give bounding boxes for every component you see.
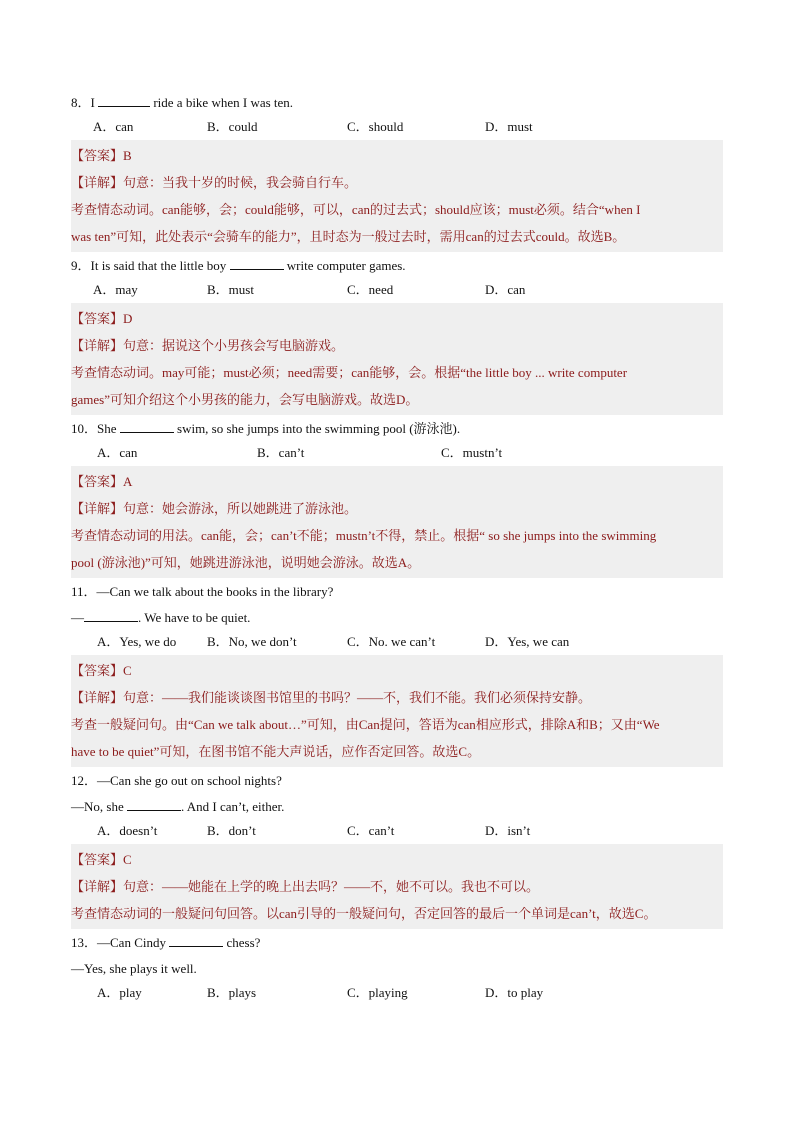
option-b: B．No, we don’t: [207, 634, 297, 649]
detail-line: 【详解】句意：当我十岁的时候，我会骑自行车。: [71, 175, 358, 190]
explanation-line: 考查情态动词。may可能；must必须；need需要；can能够，会。根据“the little boy ... write computer: [71, 365, 628, 380]
option-d: D．to play: [485, 985, 544, 1000]
question-13: [71, 933, 723, 1003]
option-b: B．can’t: [257, 445, 305, 460]
question-stem: 11．—Can we talk about the books in the library?: [71, 584, 334, 599]
explanation-line: have to be quiet”可知，在图书馆不能大声说话，应作否定回答。故选C。: [71, 744, 481, 759]
option-d: D．can: [485, 282, 526, 297]
options-row: [93, 276, 723, 300]
options-row: [93, 113, 723, 137]
answer-blank: [120, 420, 174, 433]
explanation-line: pool (游泳池)”可知，她跳进游泳池，说明她会游泳。故选A。: [71, 555, 421, 570]
explanation-line: games”可知介绍这个小男孩的能力，会写电脑游戏。故选D。: [71, 392, 419, 407]
stem-text: ride a bike when I was ten.: [150, 95, 294, 110]
stem-text: —: [71, 610, 84, 625]
stem-text: swim, so she jumps into the swimming pool (游泳池).: [173, 421, 461, 436]
stem-text: write computer games.: [283, 258, 406, 273]
question-stem: [71, 933, 723, 953]
option-b: B．don’t: [207, 823, 256, 838]
stem-text: 8．I: [71, 95, 99, 110]
question-stem: [71, 608, 723, 628]
answer-blank: [127, 798, 181, 811]
answer-explanation-box: [71, 655, 723, 767]
stem-text: . We have to be quiet.: [138, 610, 251, 625]
option-b: B．must: [207, 282, 254, 297]
stem-text: chess?: [223, 935, 261, 950]
option-a: A．Yes, we do: [97, 634, 177, 649]
answer-explanation-box: [71, 140, 723, 252]
answer-line: 【答案】B: [71, 148, 132, 163]
option-c: C．need: [347, 282, 394, 297]
option-a: A．can: [93, 119, 134, 134]
option-c: C．No. we can’t: [347, 634, 436, 649]
answer-blank: [230, 257, 284, 270]
detail-line: 【详解】句意：——她能在上学的晚上出去吗？——不，她不可以。我也不可以。: [71, 879, 540, 894]
question-stem: [71, 93, 723, 113]
question-11: [71, 582, 723, 767]
explanation-line: 考查情态动词的用法。can能，会；can’t不能；mustn’t不得，禁止。根据“ so she jumps into the swimming: [71, 528, 657, 543]
stem-text: 10．She: [71, 421, 120, 436]
option-c: C．can’t: [347, 823, 395, 838]
option-c: C．mustn’t: [441, 445, 503, 460]
question-10: [71, 419, 723, 578]
detail-line: 【详解】句意：——我们能谈谈图书馆里的书吗？——不，我们不能。我们必须保持安静。: [71, 690, 592, 705]
stem-text: 9．It is said that the little boy: [71, 258, 230, 273]
options-row: [93, 817, 723, 841]
answer-blank: [98, 94, 150, 107]
option-b: B．plays: [207, 985, 257, 1000]
explanation-line: 考查情态动词的一般疑问句回答。以can引导的一般疑问句，否定回答的最后一个单词是can’t，故选C。: [71, 906, 657, 921]
answer-line: 【答案】C: [71, 663, 132, 678]
option-b: B．could: [207, 119, 258, 134]
question-stem: 12．—Can she go out on school nights?: [71, 773, 282, 788]
option-d: D．Yes, we can: [485, 634, 570, 649]
stem-text: 13．—Can Cindy: [71, 935, 170, 950]
answer-line: 【答案】C: [71, 852, 132, 867]
options-row: [93, 439, 723, 463]
question-8: [71, 93, 723, 252]
question-9: [71, 256, 723, 415]
options-row: [93, 979, 723, 1003]
option-d: D．must: [485, 119, 533, 134]
explanation-line: 考查情态动词。can能够，会；could能够，可以，can的过去式；should应该；must必须。结合“when I: [71, 202, 641, 217]
detail-line: 【详解】句意：她会游泳，所以她跳进了游泳池。: [71, 501, 358, 516]
stem-text: —No, she: [71, 799, 127, 814]
answer-explanation-box: [71, 844, 723, 929]
option-a: A．play: [97, 985, 142, 1000]
option-c: C．should: [347, 119, 404, 134]
explanation-line: was ten”可知，此处表示“会骑车的能力”，且时态为一般过去时，需用can的过去式could。故选B。: [71, 229, 626, 244]
answer-blank: [169, 934, 223, 947]
detail-line: 【详解】句意：据说这个小男孩会写电脑游戏。: [71, 338, 345, 353]
question-stem: [71, 797, 723, 817]
answer-explanation-box: [71, 466, 723, 578]
question-stem: [71, 419, 723, 439]
answer-explanation-box: [71, 303, 723, 415]
option-a: A．may: [93, 282, 138, 297]
answer-blank: [84, 609, 138, 622]
explanation-line: 考查一般疑问句。由“Can we talk about…”可知，由Can提问，答语为can相应形式，排除A和B；又由“We: [71, 717, 660, 732]
option-d: D．isn’t: [485, 823, 531, 838]
option-a: A．doesn’t: [97, 823, 158, 838]
answer-line: 【答案】D: [71, 311, 133, 326]
options-row: [93, 628, 723, 652]
stem-text: . And I can’t, either.: [180, 799, 285, 814]
question-stem: [71, 256, 723, 276]
question-stem: —Yes, she plays it well.: [71, 961, 197, 976]
answer-line: 【答案】A: [71, 474, 133, 489]
option-c: C．playing: [347, 985, 408, 1000]
question-12: [71, 771, 723, 929]
option-a: A．can: [97, 445, 138, 460]
question-list: [71, 93, 723, 1003]
